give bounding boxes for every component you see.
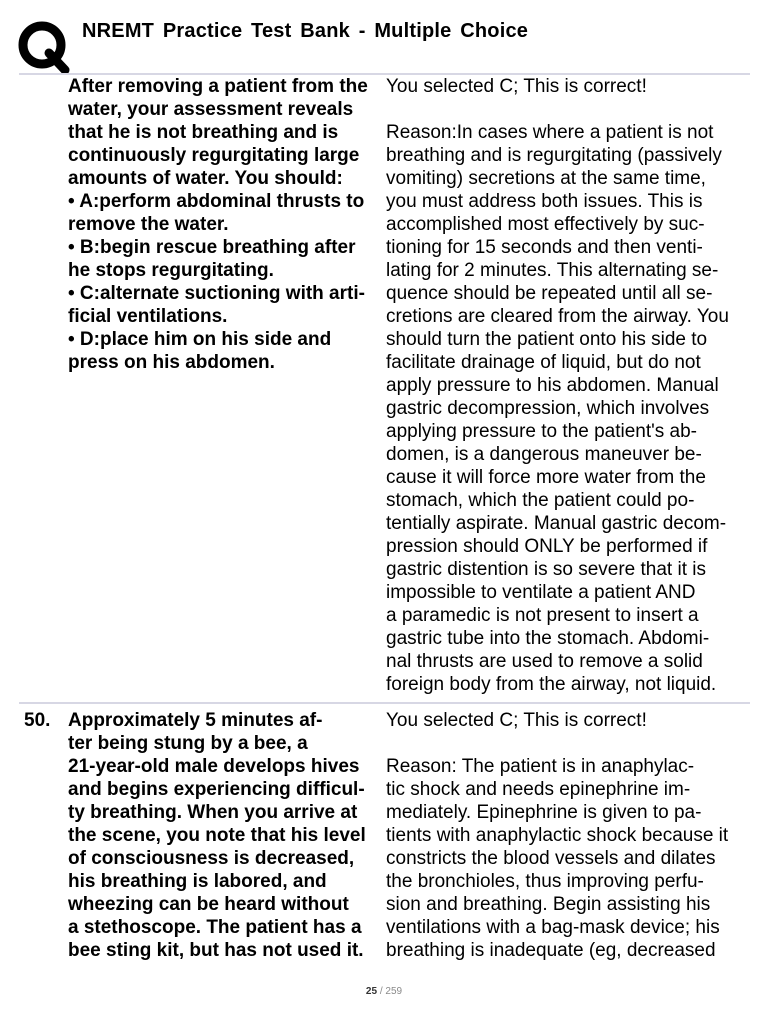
reason-line: facilitate drainage of liquid, but do not bbox=[386, 352, 701, 373]
question-line: that he is not breathing and is bbox=[68, 122, 339, 143]
reason-line: foreign body from the airway, not liquid. bbox=[386, 674, 717, 695]
reason-line: accomplished most effectively by suc- bbox=[386, 214, 705, 235]
reason-line: cretions are cleared from the airway. You bbox=[386, 306, 729, 327]
reason-line: tioning for 15 seconds and then venti- bbox=[386, 237, 703, 258]
question-line: of consciousness is decreased, bbox=[68, 848, 355, 869]
page-number bbox=[0, 986, 768, 997]
reason-line: nal thrusts are used to remove a solid bbox=[386, 651, 703, 672]
reason-line: gastric distention is so severe that it is bbox=[386, 559, 706, 580]
reason-line: a paramedic is not present to insert a bbox=[386, 605, 699, 626]
question-line: After removing a patient from the bbox=[68, 76, 368, 97]
reason-line: vomiting) secretions at the same time, bbox=[386, 168, 706, 189]
question-line: ty breathing. When you arrive at bbox=[68, 802, 358, 823]
question-divider bbox=[19, 702, 750, 704]
reason-line: Reason: The patient is in anaphylac- bbox=[386, 756, 695, 777]
reason-line: lating for 2 minutes. This alternating se- bbox=[386, 260, 719, 281]
answer-block bbox=[386, 75, 752, 696]
reason-line: impossible to ventilate a patient AND bbox=[386, 582, 696, 603]
question-line: press on his abdomen. bbox=[68, 352, 275, 373]
question-line: • D:place him on his side and bbox=[68, 329, 332, 350]
answer-block bbox=[386, 709, 752, 962]
reason-line: tic shock and needs epinephrine im- bbox=[386, 779, 691, 800]
reason-line: ventilations with a bag-mask device; his bbox=[386, 917, 720, 938]
reason-line: sion and breathing. Begin assisting his bbox=[386, 894, 711, 915]
question-line: amounts of water. You should: bbox=[68, 168, 343, 189]
question-line: • C:alternate suctioning with arti- bbox=[68, 283, 365, 304]
spacer bbox=[386, 732, 752, 755]
question-line: 21-year-old male develops hives bbox=[68, 756, 360, 777]
reason-line: breathing and is regurgitating (passively bbox=[386, 145, 722, 166]
reason-line: breathing is inadequate (eg, decreased bbox=[386, 940, 716, 961]
selected-answer-status: You selected C; This is correct! bbox=[386, 710, 647, 731]
answer-reason bbox=[386, 121, 752, 696]
reason-line: pression should ONLY be performed if bbox=[386, 536, 708, 557]
question-line: the scene, you note that his level bbox=[68, 825, 366, 846]
question-line: ter being stung by a bee, a bbox=[68, 733, 308, 754]
question-line: a stethoscope. The patient has a bbox=[68, 917, 362, 938]
question-line: wheezing can be heard without bbox=[68, 894, 349, 915]
reason-line: tients with anaphylactic shock because it bbox=[386, 825, 729, 846]
question-line: and begins experiencing difficul- bbox=[68, 779, 365, 800]
question-line: remove the water. bbox=[68, 214, 229, 235]
reason-line: apply pressure to his abdomen. Manual bbox=[386, 375, 719, 396]
question-number: 50. bbox=[24, 710, 51, 731]
spacer bbox=[386, 98, 752, 121]
reason-line: should turn the patient onto his side to bbox=[386, 329, 708, 350]
question-line: • B:begin rescue breathing after bbox=[68, 237, 356, 258]
question-line: his breathing is labored, and bbox=[68, 871, 327, 892]
reason-line: Reason:In cases where a patient is not bbox=[386, 122, 714, 143]
question-line: bee sting kit, but has not used it. bbox=[68, 940, 364, 961]
reason-line: you must address both issues. This is bbox=[386, 191, 703, 212]
answer-reason bbox=[386, 755, 752, 962]
question-line: ficial ventilations. bbox=[68, 306, 228, 327]
reason-line: gastric tube into the stomach. Abdomi- bbox=[386, 628, 710, 649]
reason-line: mediately. Epinephrine is given to pa- bbox=[386, 802, 702, 823]
page-separator: / bbox=[377, 986, 386, 997]
reason-line: constricts the blood vessels and dilates bbox=[386, 848, 716, 869]
reason-line: quence should be repeated until all se- bbox=[386, 283, 713, 304]
question-line: Approximately 5 minutes af- bbox=[68, 710, 323, 731]
reason-line: stomach, which the patient could po- bbox=[386, 490, 695, 511]
reason-line: domen, is a dangerous maneuver be- bbox=[386, 444, 702, 465]
question-text bbox=[68, 709, 384, 962]
question-text bbox=[68, 75, 384, 374]
reason-line: cause it will force more water from the bbox=[386, 467, 706, 488]
reason-line: tentially aspirate. Manual gastric decom- bbox=[386, 513, 727, 534]
page-title: NREMT Practice Test Bank - Multiple Choice bbox=[82, 20, 529, 42]
reason-line: gastric decompression, which involves bbox=[386, 398, 710, 419]
question-line: he stops regurgitating. bbox=[68, 260, 274, 281]
question-line: • A:perform abdominal thrusts to bbox=[68, 191, 365, 212]
reason-line: applying pressure to the patient's ab- bbox=[386, 421, 697, 442]
reason-line: the bronchioles, thus improving perfu- bbox=[386, 871, 704, 892]
total-pages: 259 bbox=[385, 986, 403, 997]
question-line: continuously regurgitating large bbox=[68, 145, 360, 166]
current-page: 25 bbox=[365, 986, 378, 997]
selected-answer-status: You selected C; This is correct! bbox=[386, 76, 647, 97]
question-line: water, your assessment reveals bbox=[68, 99, 354, 120]
quiz-logo-icon bbox=[17, 20, 71, 74]
